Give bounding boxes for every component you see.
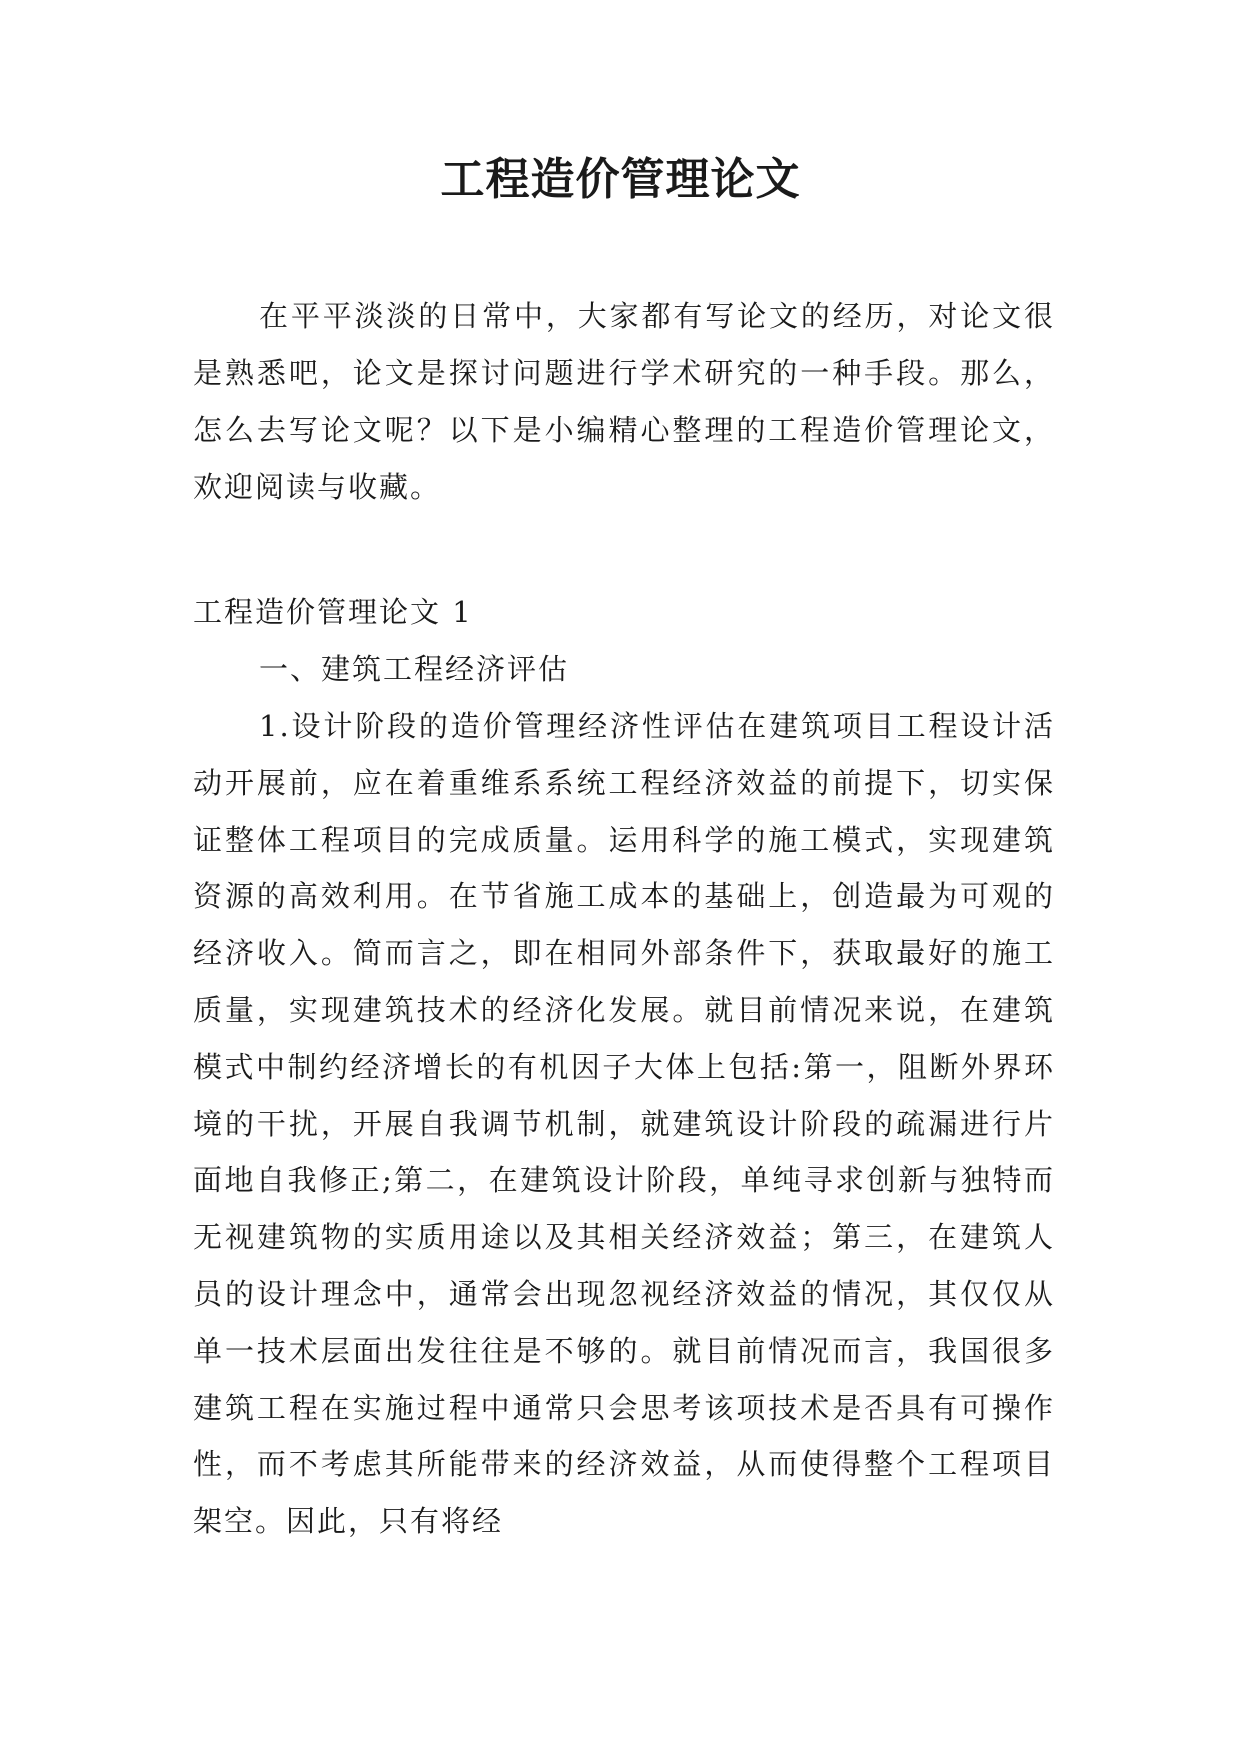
intro-paragraph: 在平平淡淡的日常中，大家都有写论文的经历，对论文很是熟悉吧，论文是探讨问题进行学术研究的一种手段。那么，怎么去写论文呢？以下是小编精心整理的工程造价管理论文，欢迎阅读与收藏。 [193, 299, 1055, 504]
section-block [193, 584, 1055, 1550]
section-subheading: 一、建筑工程经济评估 [259, 652, 570, 686]
body-paragraph: 1.设计阶段的造价管理经济性评估在建筑项目工程设计活动开展前，应在着重维系系统工程经济效益的前提下，切实保证整体工程项目的完成质量。运用科学的施工模式，实现建筑资源的高效利用。在节省施工成本的基础上，创造最为可观的经济收入。简而言之，即在相同外部条件下，获取最好的施工质量，实现建筑技术的经济化发展。就目前情况来说，在建筑模式中制约经济增长的有机因子大体上包括:第一，阻断外界环境的干扰，开展自我调节机制，就建筑设计阶段的疏漏进行片面地自我修正;第二，在建筑设计阶段，单纯寻求创新与独特而无视建筑物的实质用途以及其相关经济效益；第三，在建筑人员的设计理念中，通常会出现忽视经济效益的情况，其仅仅从单一技术层面出发往往是不够的。就目前情况而言，我国很多建筑工程在实施过程中通常只会思考该项技术是否具有可操作性，而不考虑其所能带来的经济效益，从而使得整个工程项目架空。因此，只有将经 [193, 709, 1055, 1539]
intro-block [193, 288, 1055, 516]
section-title: 工程造价管理论文 1 [193, 595, 473, 629]
document-title: 工程造价管理论文 [440, 154, 801, 205]
